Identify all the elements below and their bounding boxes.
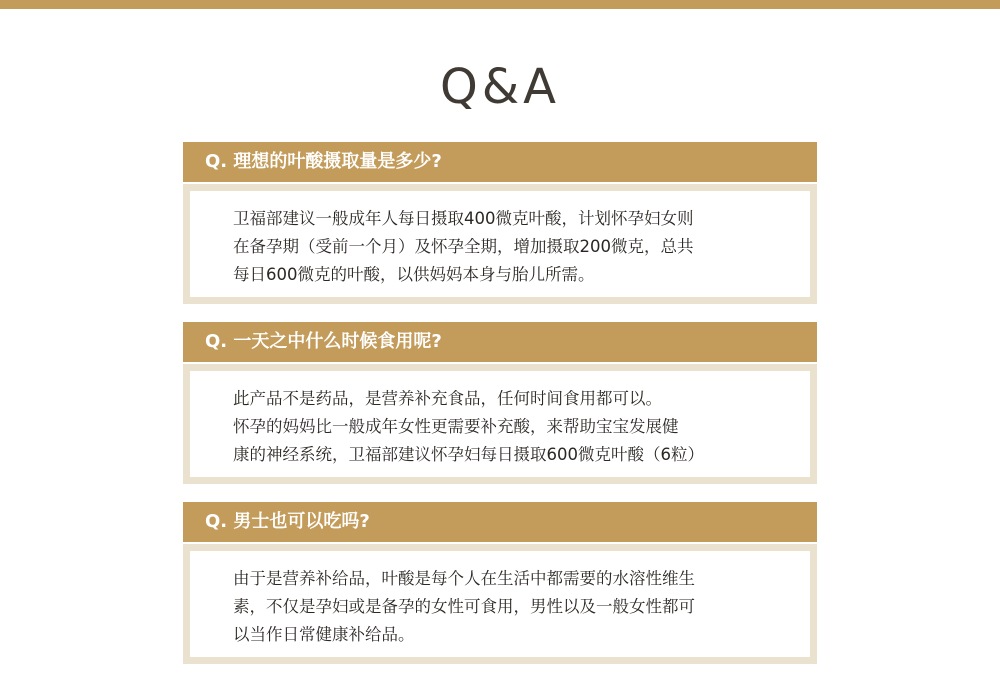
answer-line: 怀孕的妈妈比一般成年女性更需要补充酸，来帮助宝宝发展健 bbox=[233, 417, 679, 436]
qa-item-3 bbox=[183, 502, 817, 664]
answer-line: 素，不仅是孕妇或是备孕的女性可食用，男性以及一般女性都可 bbox=[233, 597, 695, 616]
answer-line: 以当作日常健康补给品。 bbox=[233, 625, 415, 644]
answer-line: 康的神经系统，卫福部建议怀孕妇每日摄取600微克叶酸（6粒） bbox=[233, 445, 704, 464]
page-title: Q&A bbox=[439, 59, 561, 115]
qa-question: Q. 一天之中什么时候食用呢? bbox=[183, 322, 817, 362]
qa-answer-frame bbox=[183, 364, 817, 484]
answer-line: 此产品不是药品，是营养补充食品，任何时间食用都可以。 bbox=[233, 389, 662, 408]
top-accent-bar bbox=[0, 0, 1000, 9]
qa-answer bbox=[190, 191, 810, 297]
qa-question: Q. 理想的叶酸摄取量是多少? bbox=[183, 142, 817, 182]
answer-line: 每日600微克的叶酸，以供妈妈本身与胎儿所需。 bbox=[233, 265, 595, 284]
qa-item-1 bbox=[183, 142, 817, 304]
qa-item-2 bbox=[183, 322, 817, 484]
qa-answer bbox=[190, 551, 810, 657]
answer-line: 在备孕期（受前一个月）及怀孕全期，增加摄取200微克，总共 bbox=[233, 237, 694, 256]
qa-answer bbox=[190, 371, 810, 477]
qa-answer-frame bbox=[183, 544, 817, 664]
qa-question: Q. 男士也可以吃吗? bbox=[183, 502, 817, 542]
answer-line: 由于是营养补给品，叶酸是每个人在生活中都需要的水溶性维生 bbox=[233, 569, 695, 588]
qa-answer-frame bbox=[183, 184, 817, 304]
answer-line: 卫福部建议一般成年人每日摄取400微克叶酸，计划怀孕妇女则 bbox=[233, 209, 694, 228]
